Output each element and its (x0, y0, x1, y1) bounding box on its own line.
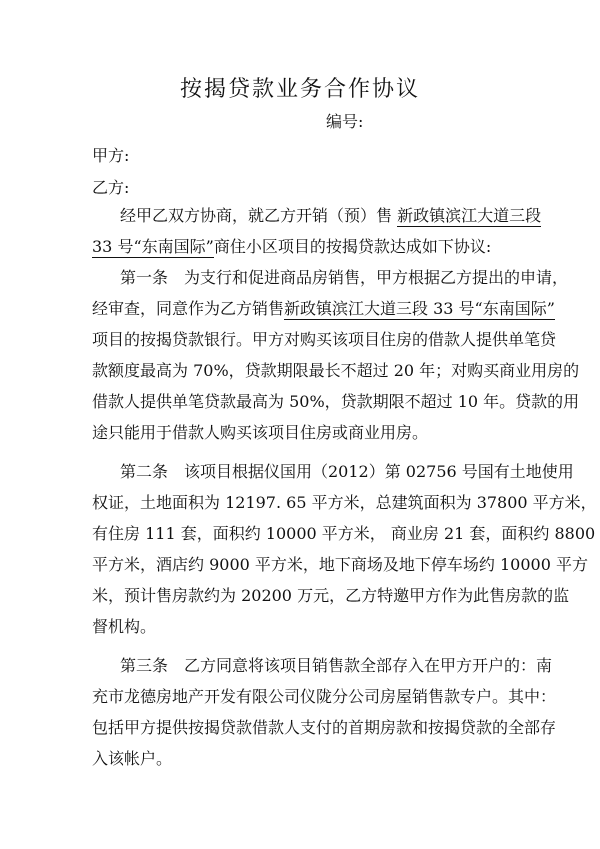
project-name: 33 号“东南国际” (92, 237, 214, 256)
article-2-line-6: 督机构。 (92, 617, 157, 636)
article-1-line-4: 款额度最高为 70%，贷款期限最长不超过 20 年；对购买商业用房的 (92, 361, 580, 380)
article-1-line-6: 途只能用于借款人购买该项目住房或商业用房。 (92, 423, 429, 442)
article-1-line-2 (92, 299, 555, 319)
intro-line-1 (120, 206, 541, 226)
project-full-address: 新政镇滨江大道三段 33 号“东南国际” (284, 299, 555, 318)
article-2-line-3: 有住房 111 套，面积约 10000 平方米， 商业房 21 套，面积约 8800 (92, 524, 596, 543)
intro-text-end: 商住小区项目的按揭贷款达成如下协议: (213, 237, 492, 256)
article-2-line-4: 平方米，酒店约 9000 平方米，地下商场及地下停车场约 10000 平方 (92, 555, 588, 574)
article-3-line-3: 包括甲方提供按揭贷款借款人支付的首期房款和按揭贷款的全部存 (92, 718, 557, 737)
article-1-line-5: 借款人提供单笔贷款最高为 50%，贷款期限不超过 10 年。贷款的用 (92, 392, 580, 411)
project-address: 新政镇滨江大道三段 (397, 206, 542, 225)
document-title: 按揭贷款业务合作协议 (179, 77, 420, 102)
article-1-text: 经审查，同意作为乙方销售 (92, 299, 285, 318)
contract-number-label: 编号: (326, 112, 364, 131)
article-3-line-1: 第三条 乙方同意将该项目销售款全部存入在甲方开户的：南 (120, 656, 553, 675)
article-2-line-5: 米，预计售房款约为 20200 万元，乙方特邀甲方作为此售房款的监 (92, 586, 570, 605)
article-3-line-4: 入该帐户。 (92, 749, 173, 768)
intro-text: 经甲乙双方协商，就乙方开销（预）售 (120, 206, 398, 225)
article-3-line-2: 充市龙德房地产开发有限公司仪陇分公司房屋销售款专户。其中： (92, 687, 557, 706)
party-b-label: 乙方: (92, 178, 130, 197)
article-2-line-2: 权证，土地面积为 12197. 65 平方米，总建筑面积为 37800 平方米， (92, 493, 597, 512)
article-2-line-1: 第二条 该项目根据仪国用（2012）第 02756 号国有土地使用 (120, 462, 574, 481)
intro-line-2 (92, 237, 491, 257)
article-1-line-1: 第一条 为支行和促进商品房销售，甲方根据乙方提出的申请， (120, 268, 569, 287)
party-a-label: 甲方: (92, 146, 130, 165)
article-1-line-3: 项目的按揭贷款银行。甲方对购买该项目住房的借款人提供单笔贷 (92, 330, 557, 349)
